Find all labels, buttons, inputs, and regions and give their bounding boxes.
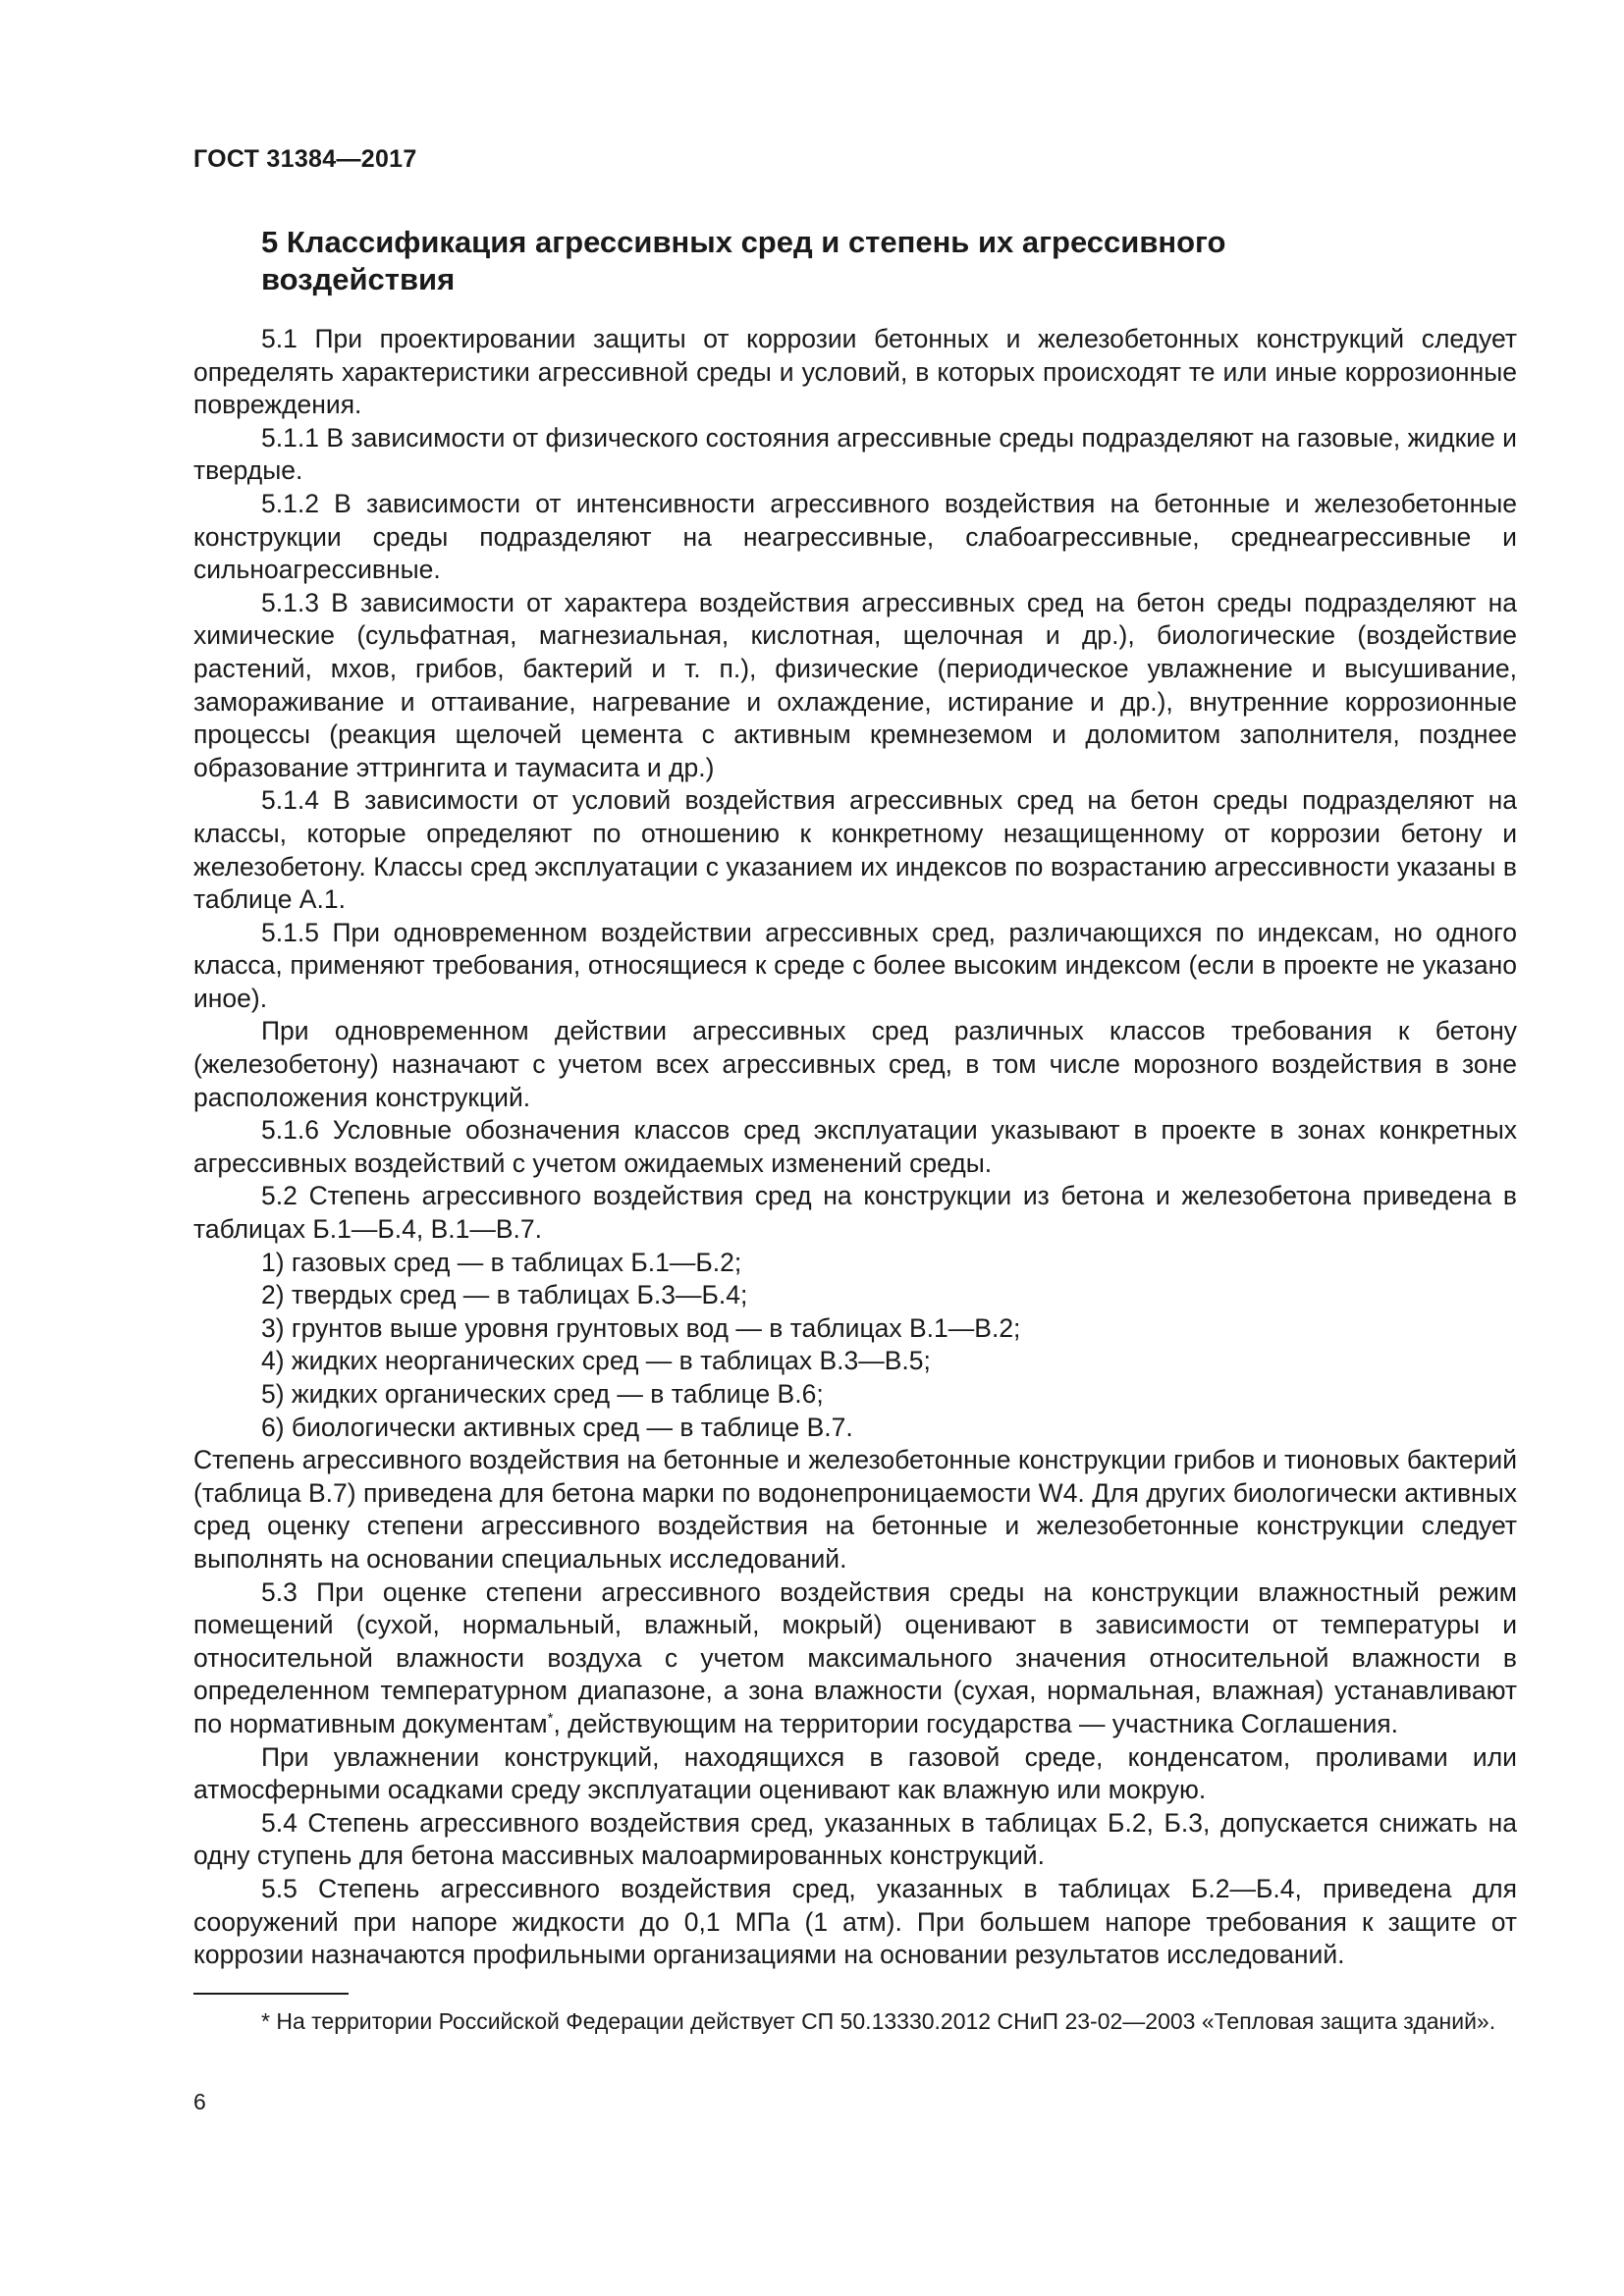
document-code-header: ГОСТ 31384—2017	[193, 145, 417, 173]
paragraph-5-1-4: 5.1.4 В зависимости от условий воздействия агрессивных сред на бетон среды подразделяют на классы, которые определяют по отношению к конкретному незащищенному от коррозии бетону и железобетону. Классы сред эксплуатации с указанием их индексов по возрастанию агрессивности указаны в таблице А.1.	[193, 785, 1517, 915]
list-item: 5) жидких органических сред — в таблице В.6;	[261, 1379, 824, 1409]
paragraph-5-1: 5.1 При проектировании защиты от коррозии бетонных и железобетонных конструкций следует определять характеристики агрессивной среды и условий, в которых происходят те или иные коррозионные повреждения.	[193, 324, 1517, 420]
footnote-reference-mark: *	[547, 1709, 554, 1727]
paragraph-5-3-continued: При увлажнении конструкций, находящихся в газовой среде, конденсатом, проливами или атмосферными осадками среду эксплуатации оценивают как влажную или мокрую.	[193, 1741, 1517, 1805]
body-text	[193, 323, 1517, 1972]
paragraph-5-2: 5.2 Степень агрессивного воздействия сред на конструкции из бетона и железобетона приведена в таблицах Б.1—Б.4, В.1—В.7.	[193, 1181, 1517, 1245]
paragraph-5-4: 5.4 Степень агрессивного воздействия сред, указанных в таблицах Б.2, Б.3, допускается снижать на одну ступень для бетона массивных малоармированных конструкций.	[193, 1807, 1517, 1871]
footnote-separator	[193, 1993, 349, 1995]
list-item: 1) газовых сред — в таблицах Б.1—Б.2;	[261, 1247, 742, 1277]
paragraph-5-5: 5.5 Степень агрессивного воздействия сред, указанных в таблицах Б.2—Б.4, приведена для сооружений при напоре жидкости до 0,1 МПа (1 атм). При большем напоре требования к защите от коррозии назначаются профильными организациями на основании результатов исследований.	[193, 1873, 1517, 1970]
paragraph-5-1-6: 5.1.6 Условные обозначения классов сред эксплуатации указывают в проекте в зонах конкретных агрессивных воздействий с учетом ожидаемых изменений среды.	[193, 1115, 1517, 1178]
paragraph-5-1-5-continued: При одновременном действии агрессивных сред различных классов требования к бетону (железобетону) назначают с учетом всех агрессивных сред, в том числе морозного воздействия в зоне расположения конструкций.	[193, 1016, 1517, 1112]
paragraph-biological-note: Степень агрессивного воздействия на бетонные и железобетонные конструкции грибов и тионовых бактерий (таблица В.7) приведена для бетона марки по водонепроницаемости W4. Для других биологически активных сред оценку степени агрессивного воздействия на бетонные и железобетонные конструкции следует выполнять на основании специальных исследований.	[193, 1445, 1517, 1574]
paragraph-5-3-text-end: , действующим на территории государства — участника Соглашения.	[553, 1708, 1399, 1738]
list-item: 2) твердых сред — в таблицах Б.3—Б.4;	[261, 1280, 748, 1310]
list-item: 3) грунтов выше уровня грунтовых вод — в таблицах В.1—В.2;	[261, 1312, 1021, 1343]
page-number: 6	[193, 2089, 206, 2114]
paragraph-5-3	[193, 1576, 1517, 1741]
paragraph-5-3-text: 5.3 При оценке степени агрессивного воздействия среды на конструкции влажностный режим помещений (сухой, нормальный, влажный, мокрый) оценивают в зависимости от температуры и относительной влажности воздуха с учетом максимального значения относительной влажности в определенном температурном диапазоне, а зона влажности (сухая, нормальная, влажная) устанавливают по нормативным документам	[193, 1576, 1517, 1738]
paragraph-5-1-3: 5.1.3 В зависимости от характера воздействия агрессивных сред на бетон среды подразделяют на химические (сульфатная, магнезиальная, кислотная, щелочная и др.), биологические (воздействие растений, мхов, грибов, бактерий и т. п.), физические (периодическое увлажнение и высушивание, замораживание и оттаивание, нагревание и охлаждение, истирание и др.), внутренние коррозионные процессы (реакция щелочей цемента с активным кремнеземом и доломитом заполнителя, позднее образование эттрингита и таумасита и др.)	[193, 587, 1517, 782]
list-item: 6) биологически активных сред — в таблице В.7.	[261, 1412, 853, 1442]
paragraph-5-1-2: 5.1.2 В зависимости от интенсивности агрессивного воздействия на бетонные и железобетонные конструкции среды подразделяют на неагрессивные, слабоагрессивные, среднеагрессивные и сильноагрессивные.	[193, 488, 1517, 585]
footnote: * На территории Российской Федерации действует СП 50.13330.2012 СНиП 23-02—2003 «Тепловая защита зданий».	[261, 2008, 1496, 2034]
paragraph-5-1-5: 5.1.5 При одновременном воздействии агрессивных сред, различающихся по индексам, но одного класса, применяют требования, относящиеся к среде с более высоким индексом (если в проекте не указано иное).	[193, 917, 1517, 1013]
list-item: 4) жидких неорганических сред — в таблицах В.3—В.5;	[261, 1346, 931, 1376]
section-title: 5 Классификация агрессивных сред и степень их агрессивного воздействия	[261, 225, 1226, 296]
paragraph-5-1-1: 5.1.1 В зависимости от физического состояния агрессивные среды подразделяют на газовые, жидкие и твердые.	[193, 422, 1517, 486]
